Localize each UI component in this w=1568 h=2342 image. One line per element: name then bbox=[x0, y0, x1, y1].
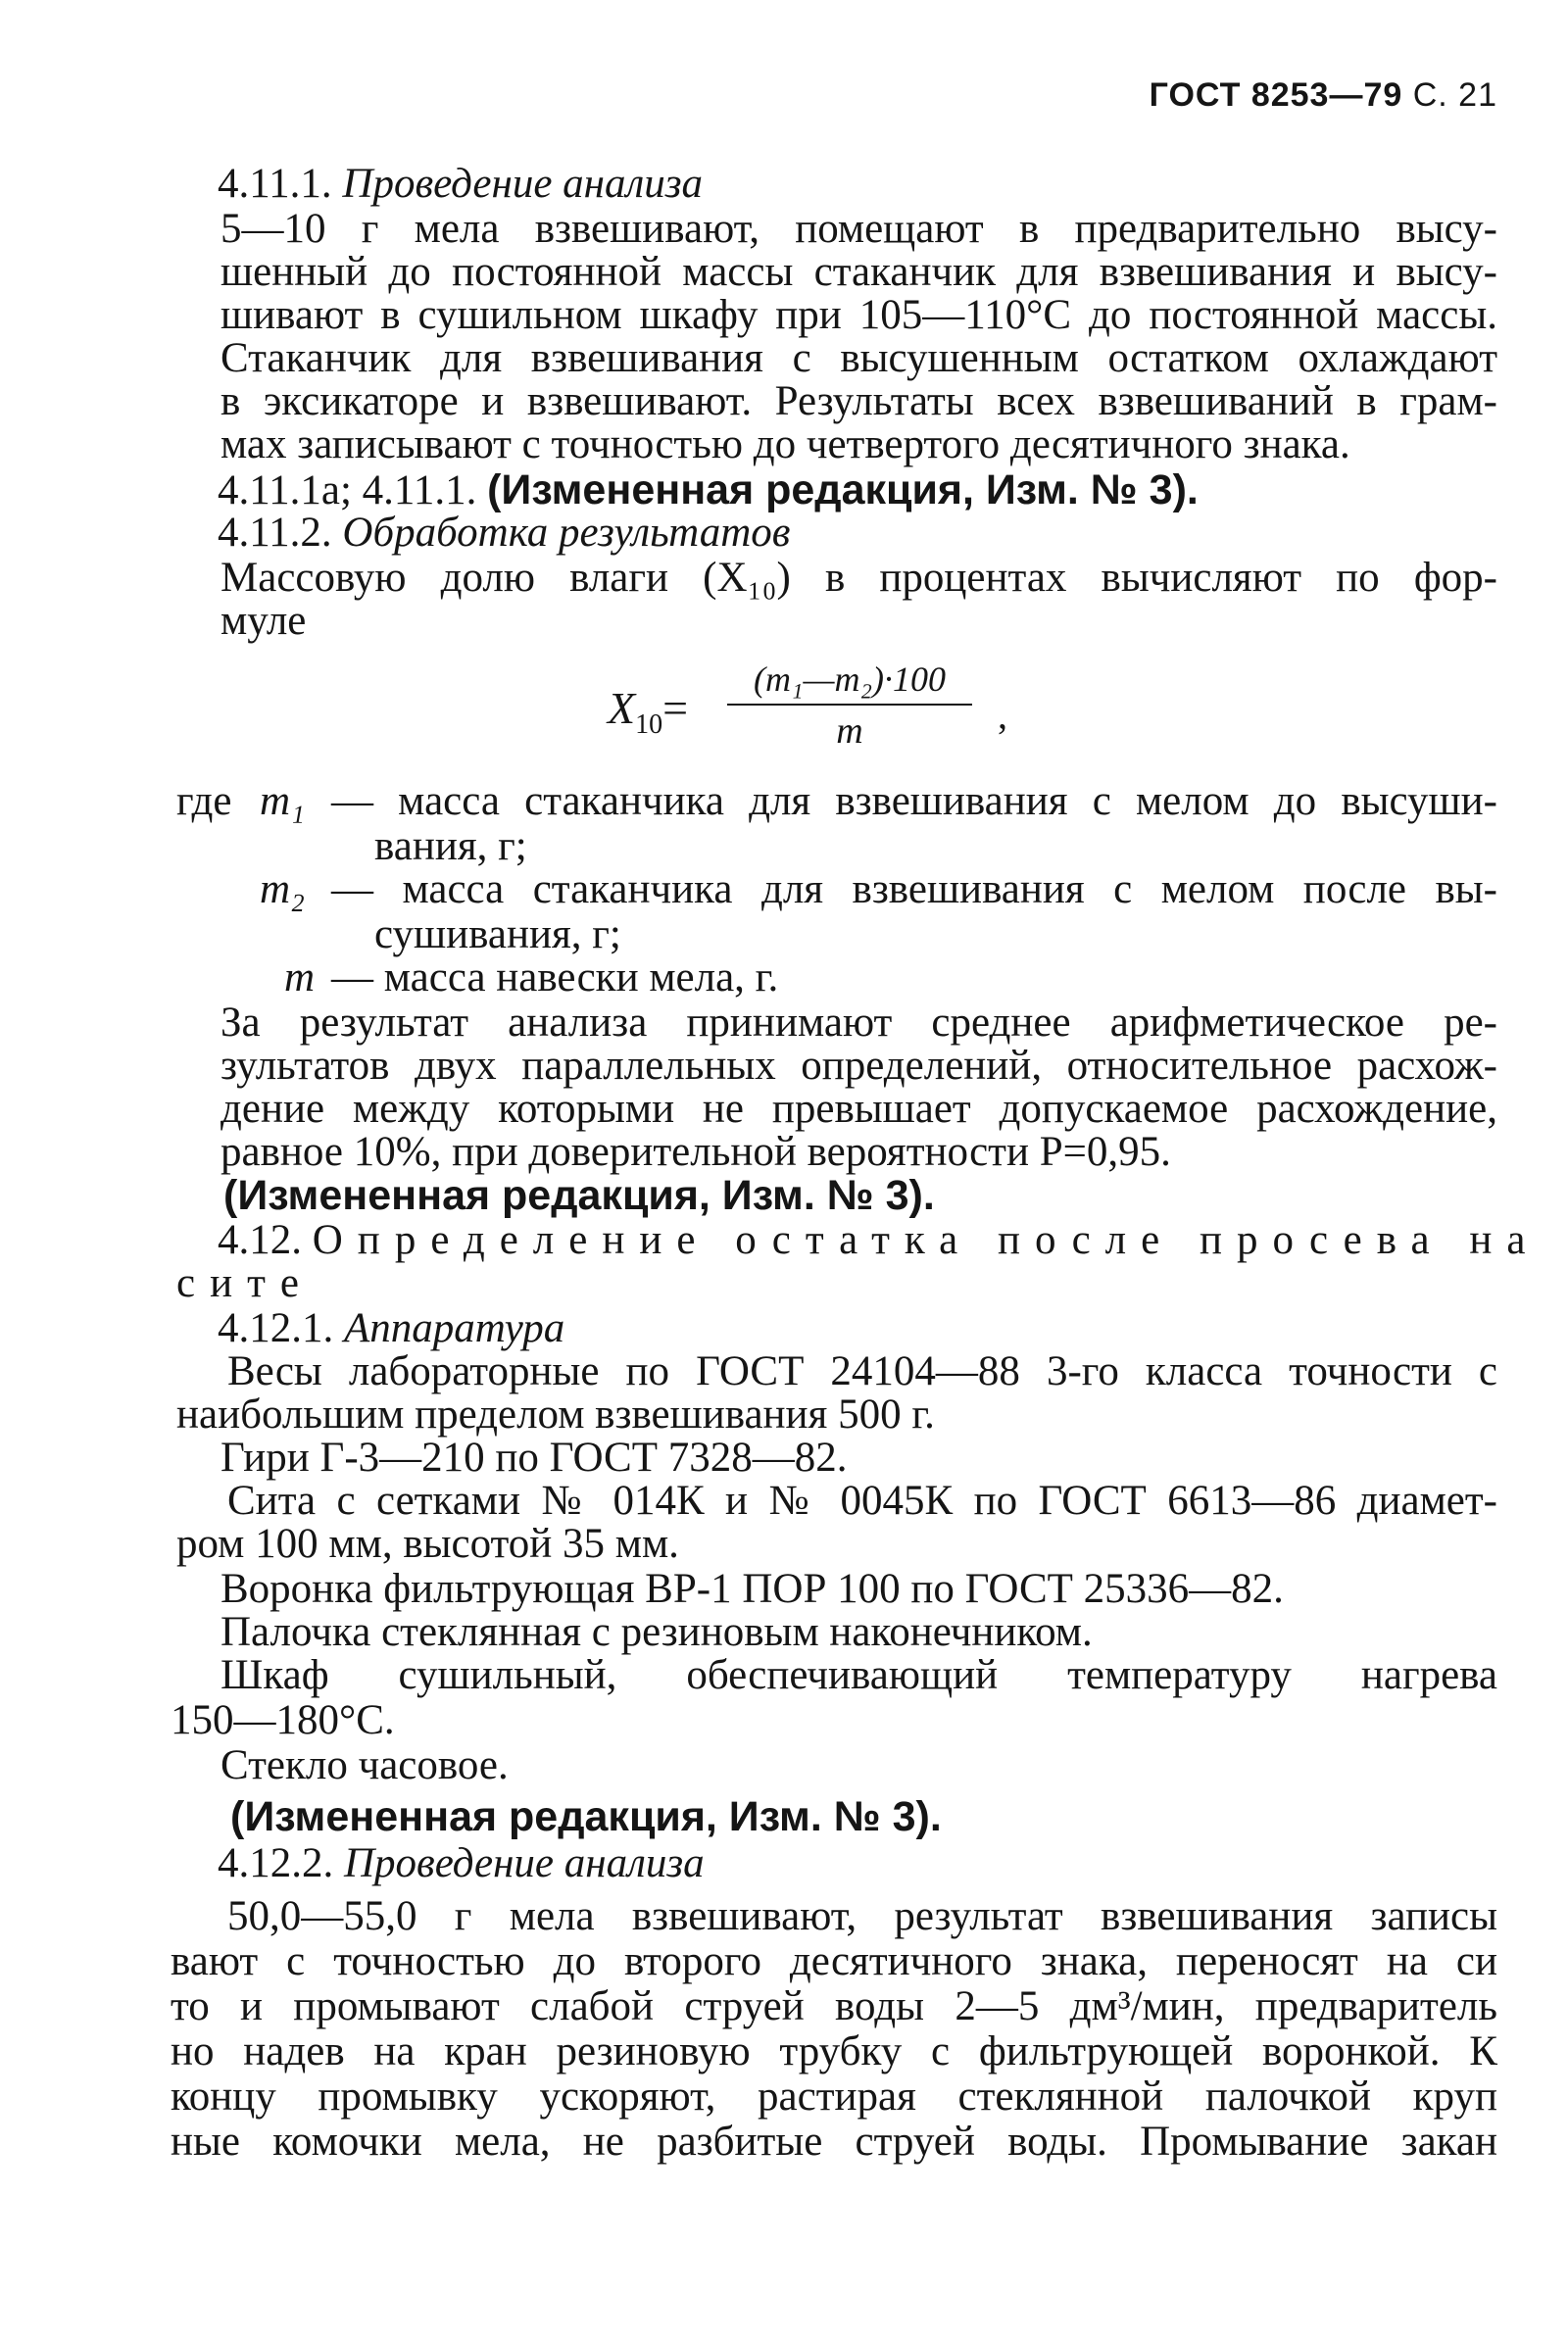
where-def: вания, г; bbox=[374, 823, 527, 869]
section-4-12-2-heading: 4.12.2. Проведение анализа bbox=[218, 1840, 705, 1886]
amendment-note: (Измененная редакция, Изм. № 3). bbox=[230, 1793, 942, 1840]
paragraph-line: муле bbox=[220, 598, 307, 644]
paragraph-line: но надев на кран резиновую трубку с фильтрующей воронкой. К bbox=[171, 2028, 1497, 2074]
section-4-12-heading: 4.12. Определение остатка после просева на bbox=[218, 1217, 1541, 1263]
apparatus-item: Стекло часовое. bbox=[220, 1742, 509, 1788]
paragraph-line: мах записывают с точностью до четвертого десятичного знака. bbox=[220, 421, 1350, 467]
apparatus-item: Воронка фильтрующая ВР-1 ПОР 100 по ГОСТ 25336—82. bbox=[220, 1566, 1284, 1612]
apparatus-item: Весы лабораторные по ГОСТ 24104—88 3-го класса точности с bbox=[227, 1348, 1497, 1394]
symbol-m1: m₁ bbox=[260, 778, 306, 824]
moisture-formula: $X_{10}=$ $\frac{\text{(m₁—m₂)·100}}{m}$ , bbox=[608, 659, 1007, 752]
paragraph-line: вают с точностью до второго десятичного знака, переносят на си bbox=[171, 1938, 1497, 1984]
apparatus-item: Гири Г-3—210 по ГОСТ 7328—82. bbox=[220, 1435, 848, 1481]
section-4-11-2-heading: 4.11.2. Обработка результатов bbox=[218, 510, 791, 556]
paragraph-line: равное 10%, при доверительной вероятности P=0,95. bbox=[220, 1129, 1171, 1175]
where-lead: где bbox=[176, 778, 232, 824]
paragraph-line: Массовую долю влаги (X₁₀) в процентах вычисляют по фор- bbox=[220, 555, 1497, 601]
section-4-11-1-heading: 4.11.1. Проведение анализа bbox=[218, 161, 704, 207]
section-4-12-1-heading: 4.12.1. Аппаратура bbox=[218, 1305, 565, 1351]
paragraph-line: в эксикаторе и взвешивают. Результаты всех взвешиваний в грам- bbox=[220, 378, 1497, 424]
where-def: — масса навески мела, г. bbox=[331, 954, 779, 1000]
standard-code: ГОСТ 8253—79 bbox=[1149, 76, 1403, 114]
apparatus-item: наибольшим пределом взвешивания 500 г. bbox=[176, 1391, 935, 1438]
formula-fraction bbox=[727, 659, 972, 753]
paragraph-line: За результат анализа принимают среднее арифметическое ре- bbox=[220, 1000, 1497, 1046]
formula-denominator: m bbox=[836, 710, 863, 752]
paragraph-line: концу промывку ускоряют, растирая стеклянной палочкой круп bbox=[171, 2074, 1497, 2120]
symbol-m2: m₂ bbox=[260, 866, 306, 912]
paragraph-line: Стаканчик для взвешивания с высушенным остатком охлаждают bbox=[220, 335, 1497, 381]
where-def: — масса стаканчика для взвешивания с мелом до высуши- bbox=[331, 778, 1497, 824]
paragraph-line: зультатов двух параллельных определений, относительное расхож- bbox=[220, 1043, 1497, 1089]
where-def: — масса стаканчика для взвешивания с мелом после вы- bbox=[331, 866, 1497, 912]
apparatus-item: Палочка стеклянная с резиновым наконечником. bbox=[220, 1609, 1093, 1655]
apparatus-item: 150—180°С. bbox=[171, 1697, 395, 1743]
amendment-note: (Измененная редакция, Изм. № 3). bbox=[223, 1172, 935, 1219]
paragraph-line: ные комочки мела, не разбитые струей воды. Промывание закан bbox=[171, 2119, 1497, 2165]
paragraph-line: шенный до постоянной массы стаканчик для взвешивания и высу- bbox=[220, 249, 1497, 295]
formula-lhs: $X_{10}=$ bbox=[608, 683, 689, 741]
apparatus-item: ром 100 мм, высотой 35 мм. bbox=[176, 1521, 679, 1567]
apparatus-item: Шкаф сушильный, обеспечивающий температуру нагрева bbox=[220, 1652, 1497, 1698]
paragraph-line: дение между которыми не превышает допускаемое расхождение, bbox=[220, 1086, 1497, 1132]
section-4-12-heading-cont: сите bbox=[176, 1260, 314, 1306]
paragraph-line: то и промывают слабой струей воды 2—5 дм³/мин, предваритель bbox=[171, 1983, 1497, 2029]
amendment-note: 4.11.1а; 4.11.1. (Измененная редакция, Изм. № 3). bbox=[218, 466, 1199, 513]
paragraph-line: 5—10 г мела взвешивают, помещают в предварительно высу- bbox=[220, 206, 1497, 252]
paragraph-line: 50,0—55,0 г мела взвешивают, результат взвешивания записы bbox=[227, 1893, 1497, 1939]
page-header bbox=[1150, 76, 1497, 115]
page-number: С. 21 bbox=[1412, 76, 1497, 114]
paragraph-line: шивают в сушильном шкафу при 105—110°С до постоянной массы. bbox=[220, 292, 1497, 338]
apparatus-item: Сита с сетками № 014К и № 0045К по ГОСТ 6613—86 диамет- bbox=[227, 1478, 1497, 1524]
symbol-m: m bbox=[284, 954, 316, 1000]
where-def: сушивания, г; bbox=[374, 911, 621, 957]
formula-numerator: (m₁—m₂)·100 bbox=[727, 659, 972, 706]
